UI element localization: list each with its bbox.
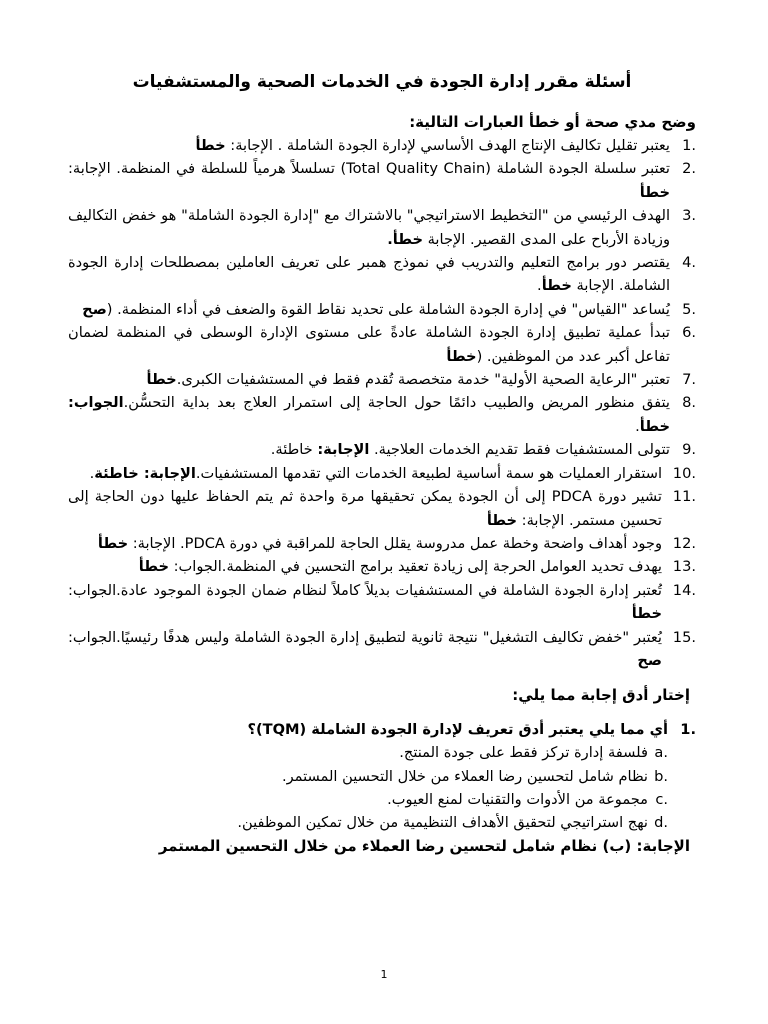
- tf-section-heading: وضح مدي صحة أو خطأ العبارات التالية:: [409, 113, 696, 131]
- item-tail: خاطئة.: [270, 441, 318, 459]
- item-text: تعتبر "الرعاية الصحية الأولية" خدمة متخصصة تُقدم فقط في المستشفيات الكبرى.: [176, 371, 670, 389]
- true-false-list: [68, 134, 696, 672]
- item-text: استقرار العمليات هو سمة أساسية لطبيعة الخدمات التي تقدمها المستشفيات.: [195, 464, 662, 482]
- item-text: تشير دورة PDCA إلى أن الجودة يمكن تحقيقها مرة واحدة ثم يتم الحفاظ عليها دون الحاجة إلى تحسين مستمر. الإجابة:: [68, 488, 662, 529]
- option-text: مجموعة من الأدوات والتقنيات لمنع العيوب.: [387, 790, 648, 808]
- item-number: 9.: [682, 441, 696, 459]
- tf-item: [68, 204, 696, 251]
- mcq-answer: الإجابة: (ب) نظام شامل لتحسين رضا العملاء من خلال التحسين المستمر: [158, 836, 690, 855]
- tf-item: [68, 391, 696, 438]
- item-number: 10.: [672, 464, 696, 482]
- item-answer: الإجابة:: [317, 441, 370, 459]
- tf-item: [68, 298, 696, 321]
- question-number: 1.: [680, 720, 696, 738]
- item-number: 6.: [682, 324, 696, 342]
- item-answer: خطأ: [195, 137, 226, 154]
- tf-item: [68, 251, 696, 298]
- item-number: 13.: [672, 558, 696, 576]
- item-number: 8.: [682, 394, 696, 412]
- tf-item: [68, 555, 696, 578]
- item-text: وجود أهداف واضحة وخطة عمل مدروسة يقلل الحاجة للمراقبة في دورة PDCA. الإجابة:: [128, 534, 662, 552]
- item-number: 11.: [672, 488, 696, 506]
- item-text: يتفق منظور المريض والطبيب دائمًا حول الحاجة إلى استمرار العلاج بعد بداية التحسُّن.: [123, 394, 670, 412]
- item-number: 5.: [682, 300, 696, 318]
- tf-item: [68, 157, 696, 204]
- item-answer: الجواب: خطأ: [68, 394, 670, 435]
- tf-item: [68, 438, 696, 461]
- item-tail: .: [635, 417, 640, 435]
- tf-item: [68, 368, 696, 391]
- item-text: يُعتبر "خفض تكاليف التشغيل" نتيجة ثانوية لتطبيق إدارة الجودة الشاملة وليس هدفًا رئيسيًا.الجواب:: [68, 628, 662, 646]
- tf-item: [68, 134, 696, 157]
- item-number: 15.: [672, 628, 696, 646]
- option-text: نظام شامل لتحسين رضا العملاء من خلال التحسين المستمر.: [281, 767, 648, 785]
- mcq-option: [68, 765, 696, 788]
- option-letter: b.: [654, 767, 668, 785]
- item-tail: .: [89, 464, 95, 482]
- question-text: أي مما يلي يعتبر أدق تعريف لإدارة الجودة الشاملة (TQM)؟: [247, 720, 668, 738]
- item-answer: خطأ: [541, 277, 572, 295]
- mcq-question: [68, 718, 696, 741]
- item-text: يقتصر دور برامج التعليم والتدريب في نموذج همبر على تعريف العاملين بمصطلحات إدارة الجودة الشاملة. الإجابة: [68, 254, 670, 295]
- tf-item: [68, 321, 696, 368]
- item-number: 12.: [672, 534, 696, 552]
- item-number: 7.: [682, 371, 696, 389]
- item-answer: صح: [637, 651, 662, 669]
- option-text: نهج استراتيجي لتحقيق الأهداف التنظيمية من خلال تمكين الموظفين.: [237, 814, 648, 832]
- item-tail: .: [537, 277, 542, 295]
- tf-item: [68, 532, 696, 555]
- item-number: 3.: [682, 207, 696, 225]
- item-answer: الإجابة: خاطئة: [94, 464, 196, 482]
- item-text: يهدف تحديد العوامل الحرجة إلى زيادة تعقيد برامج التحسين في المنظمة.الجواب:: [169, 558, 662, 576]
- item-text: تعتبر سلسلة الجودة الشاملة (Total Quality Chain) تسلسلاً هرمياً للسلطة في المنظمة. الإجابة:: [68, 160, 670, 178]
- item-answer: خطأ: [631, 605, 662, 623]
- item-number: 14.: [672, 581, 696, 599]
- tf-item: [68, 485, 696, 532]
- document-title: أسئلة مقرر إدارة الجودة في الخدمات الصحية والمستشفيات: [132, 72, 632, 92]
- mcq-option: [68, 811, 696, 834]
- item-answer: خطأ: [639, 183, 670, 201]
- item-text: تُعتبر إدارة الجودة الشاملة في المستشفيات بديلاً كاملاً لنظام ضمان الجودة الموجود عادة.الجواب:: [68, 581, 662, 599]
- item-text: يعتبر تقليل تكاليف الإنتاج الهدف الأساسي لإدارة الجودة الشاملة . الإجابة:: [225, 137, 670, 154]
- mcq-option: [68, 741, 696, 764]
- mcq-options: [68, 741, 696, 835]
- item-answer: خطأ: [446, 347, 477, 365]
- item-text: تتولى المستشفيات فقط تقديم الخدمات العلاجية.: [369, 441, 670, 459]
- tf-item: [68, 462, 696, 485]
- mcq-section-heading: إختار أدق إجابة مما يلي:: [512, 686, 690, 705]
- page-number: 1: [380, 967, 388, 981]
- item-number: 4.: [682, 254, 696, 272]
- item-answer: صح: [82, 300, 107, 318]
- option-letter: c.: [655, 790, 668, 808]
- tf-item: [68, 626, 696, 673]
- item-number: 2.: [682, 160, 696, 178]
- option-letter: a.: [654, 744, 668, 762]
- document-content: [68, 68, 696, 858]
- item-answer: خطأ: [486, 511, 518, 529]
- item-text: تبدأ عملية تطبيق إدارة الجودة الشاملة عادةً على مستوى الإدارة الوسطى في المنظمة لضمان تفاعل أكبر عدد من الموظفين. (: [68, 324, 670, 365]
- item-answer: خطأ: [138, 558, 169, 576]
- option-text: فلسفة إدارة تركز فقط على جودة المنتج.: [399, 744, 648, 762]
- option-letter: d.: [654, 814, 668, 832]
- item-answer: خطأ: [97, 534, 129, 552]
- item-answer: خطأ: [146, 371, 177, 389]
- item-text: الهدف الرئيسي من "التخطيط الاستراتيجي" بالاشتراك مع "إدارة الجودة الشاملة" هو خفض التكاليف وزيادة الأرباح على المدى القصير. الإجابة: [68, 207, 670, 248]
- item-number: 1.: [682, 137, 696, 154]
- mcq-option: [68, 788, 696, 811]
- item-answer: خطأ.: [387, 230, 423, 248]
- tf-item: [68, 579, 696, 626]
- item-text: يُساعد "القياس" في إدارة الجودة الشاملة على تحديد نقاط القوة والضعف في أداء المنظمة. (: [106, 300, 670, 318]
